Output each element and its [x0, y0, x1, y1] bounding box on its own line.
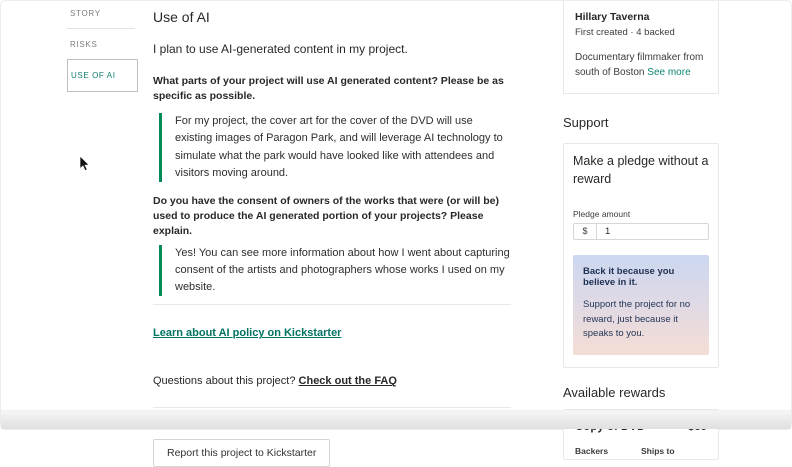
page-title: Use of AI: [153, 9, 210, 25]
sidebar-item-use-of-ai[interactable]: USE OF AI: [67, 59, 138, 92]
project-sidebar: [563, 1, 719, 460]
ai-intro-statement: I plan to use AI-generated content in my project.: [153, 42, 408, 56]
section-nav: [67, 9, 139, 92]
creator-meta: First created · 4 backed: [575, 27, 675, 38]
reward-ships-to-label: Ships to: [641, 446, 675, 457]
pledge-amount-input[interactable]: [573, 223, 709, 240]
reward-backers-label: Backers: [575, 446, 609, 457]
faq-prompt-text: Questions about this project?: [153, 375, 299, 388]
creator-card[interactable]: [563, 1, 719, 94]
report-project-button[interactable]: Report this project to Kickstarter: [153, 439, 330, 467]
creator-bio: [575, 50, 707, 80]
creator-name: Hillary Taverna: [575, 11, 650, 23]
ai-question-1: What parts of your project will use AI generated content? Please be as specific as possible.: [153, 75, 504, 103]
main-content: [153, 1, 511, 467]
footer-bar: [1, 410, 791, 429]
creator-bio-text: Documentary filmmaker from south of Boston: [575, 52, 704, 78]
available-rewards-heading: Available rewards: [563, 385, 666, 401]
mouse-cursor-icon: [79, 156, 90, 172]
ai-policy-link[interactable]: Learn about AI policy on Kickstarter: [153, 327, 342, 340]
faq-prompt: [153, 375, 511, 387]
no-reward-callout: [573, 255, 709, 355]
ai-question-2: Do you have the consent of owners of the works that were (or will be) used to produce the AI generated portion of your projects? Please explain.: [153, 194, 499, 238]
ai-answer-2: Yes! You can see more information about how I went about capturing consent of the artists and photographers whose works I used on my website.: [159, 245, 511, 296]
sidebar-item-risks[interactable]: RISKS: [70, 40, 98, 49]
callout-body: Support the project for no reward, just because it speaks to you.: [583, 299, 691, 340]
support-heading: Support: [563, 115, 609, 130]
pledge-card-title: Make a pledge without a reward: [573, 154, 709, 186]
callout-title: Back it because you believe in it.: [583, 266, 675, 288]
sidebar-item-story[interactable]: STORY: [70, 9, 101, 18]
nav-divider: [67, 28, 135, 29]
ai-answer-1: For my project, the cover art for the cover of the DVD will use existing images of Paragon Park, and will leverage AI technology to simulate what the park would have looked like with attendees and visitors moving around.: [159, 113, 511, 181]
pledge-amount-value[interactable]: 1: [605, 226, 611, 237]
see-more-link[interactable]: See more: [647, 67, 691, 78]
content-divider: [153, 304, 511, 305]
reward-meta-columns: [575, 446, 707, 456]
faq-link[interactable]: Check out the FAQ: [298, 375, 397, 388]
pledge-amount-label: Pledge amount: [573, 209, 631, 219]
content-divider-bottom: [153, 407, 511, 408]
currency-symbol: $: [574, 224, 597, 239]
pledge-without-reward-card[interactable]: [563, 143, 719, 368]
